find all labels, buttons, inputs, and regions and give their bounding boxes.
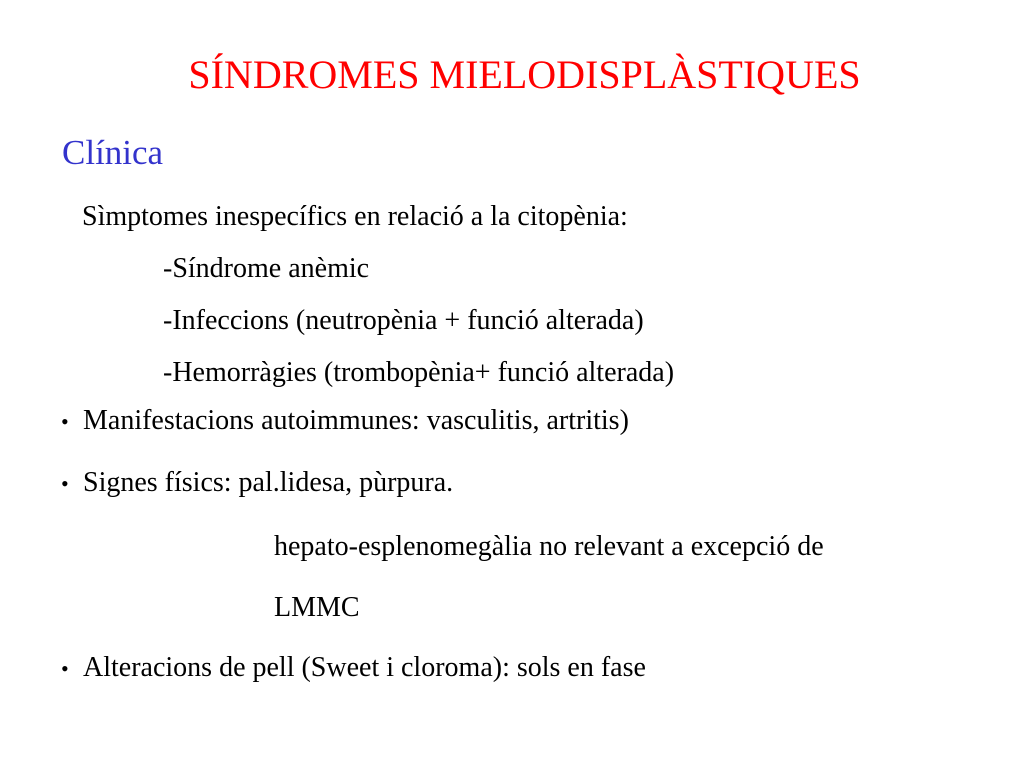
sub-item-hemorrhages: -Hemorràgies (trombopènia+ funció alterada) [163,357,675,388]
bullet-item-autoimmune [61,403,629,440]
intro-text: Sìmptomes inespecífics en relació a la citopènia: [82,201,628,232]
bullet-marker: • [61,409,69,434]
bullet-text: Manifestacions autoimmunes: vasculitis, artritis) [83,405,629,436]
bullet-text: Alteracions de pell (Sweet i cloroma): sols en fase [83,652,646,683]
bullet-marker: • [61,656,69,681]
bullet-marker: • [61,471,69,496]
section-heading: Clínica [62,133,164,172]
slide-title: SÍNDROMES MIELODISPLÀSTIQUES [188,52,861,97]
sub-item-anemic: -Síndrome anèmic [163,253,370,284]
bullet-item-skin [61,650,646,687]
sub-item-infections: -Infeccions (neutropènia + funció alterada) [163,305,644,336]
bullet-text: Signes físics: pal.lidesa, pùrpura. [83,467,454,498]
bullet-item-physical-signs [61,465,453,502]
continuation-line-2: LMMC [274,592,360,623]
continuation-line-1: hepato-esplenomegàlia no relevant a excepció de [274,531,824,562]
